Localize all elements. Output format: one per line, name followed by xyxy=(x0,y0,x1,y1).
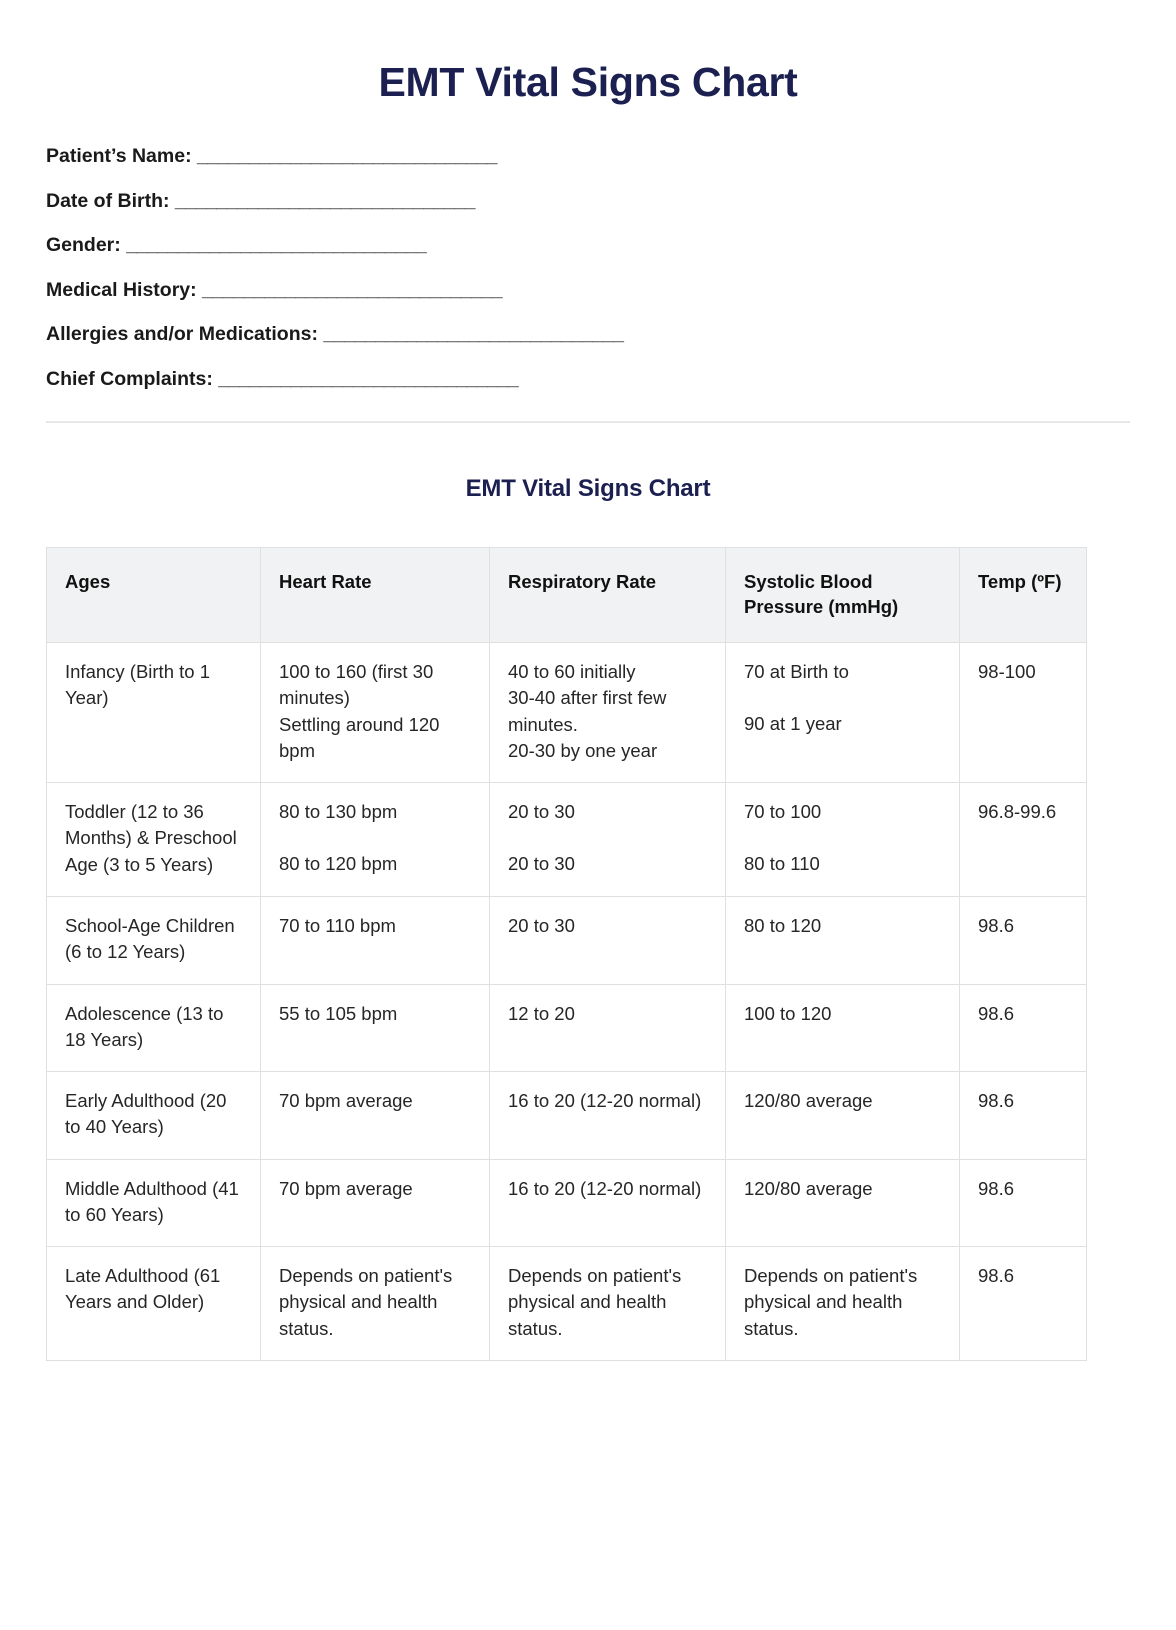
form-field-row xyxy=(46,147,1130,167)
respiratory-rate-cell xyxy=(490,896,726,984)
form-field-row xyxy=(46,189,1130,212)
heart-rate-cell xyxy=(261,984,490,1072)
form-field-row xyxy=(46,325,1130,345)
form-field-row xyxy=(46,278,1130,301)
cell-line: 70 bpm average xyxy=(279,1177,413,1199)
respiratory-rate-cell xyxy=(490,984,726,1072)
cell-line: 30-40 after first few minutes. xyxy=(508,687,667,735)
form-field-input-line[interactable]: _____________________________ xyxy=(218,367,519,390)
cell-line: Depends on patient's physical and health status. xyxy=(744,1265,918,1339)
temp-cell: 98.6 xyxy=(960,1247,1087,1361)
table-row xyxy=(47,1247,1087,1361)
heart-rate-cell xyxy=(261,1072,490,1160)
form-field-label: Patient’s Name: xyxy=(46,145,192,168)
temp-cell: 96.8-99.6 xyxy=(960,783,1087,897)
systolic-bp-cell xyxy=(726,783,960,897)
cell-line: 80 to 120 xyxy=(744,914,822,936)
temp-cell: 98.6 xyxy=(960,984,1087,1072)
respiratory-rate-cell xyxy=(490,643,726,783)
systolic-bp-cell xyxy=(726,896,960,984)
vital-signs-table-wrapper xyxy=(46,547,1130,1361)
heart-rate-cell xyxy=(261,1159,490,1247)
page-title: EMT Vital Signs Chart xyxy=(378,59,798,105)
column-header-ages: Ages xyxy=(47,548,261,643)
respiratory-rate-cell xyxy=(490,1072,726,1160)
cell-line: Depends on patient's physical and health status. xyxy=(279,1265,453,1339)
heart-rate-cell xyxy=(261,643,490,783)
cell-line: 20-30 by one year xyxy=(508,739,658,761)
heart-rate-cell xyxy=(261,896,490,984)
table-header xyxy=(47,548,1087,643)
heart-rate-cell xyxy=(261,1247,490,1361)
age-group-cell: Late Adulthood (61 Years and Older) xyxy=(47,1247,261,1361)
age-group-cell: Early Adulthood (20 to 40 Years) xyxy=(47,1072,261,1160)
cell-line: 100 to 120 xyxy=(744,1002,832,1024)
form-field-input-line[interactable]: _____________________________ xyxy=(126,234,427,257)
form-field-row xyxy=(46,236,1130,256)
form-field-label: Allergies and/or Medications: xyxy=(46,323,318,346)
cell-line xyxy=(508,825,711,851)
cell-line: 80 to 120 bpm xyxy=(279,853,398,875)
systolic-bp-cell xyxy=(726,1072,960,1160)
column-header-respiratory-rate: Respiratory Rate xyxy=(490,548,726,643)
form-field-row xyxy=(46,367,1130,390)
table-row xyxy=(47,783,1087,897)
temp-cell: 98.6 xyxy=(960,1159,1087,1247)
cell-line: 90 at 1 year xyxy=(744,713,842,735)
temp-cell: 98.6 xyxy=(960,1072,1087,1160)
systolic-bp-cell xyxy=(726,643,960,783)
form-field-input-line[interactable]: _____________________________ xyxy=(174,189,475,212)
cell-line: 40 to 60 initially xyxy=(508,661,636,683)
table-row xyxy=(47,1072,1087,1160)
table-body xyxy=(47,643,1087,1361)
cell-line: Settling around 120 bpm xyxy=(279,713,440,761)
form-field-label: Date of Birth: xyxy=(46,189,170,212)
age-group-cell: School-Age Children (6 to 12 Years) xyxy=(47,896,261,984)
table-row xyxy=(47,896,1087,984)
table-row xyxy=(47,643,1087,783)
cell-line: 16 to 20 (12-20 normal) xyxy=(508,1177,702,1199)
cell-line: 120/80 average xyxy=(744,1090,873,1112)
form-field-input-line[interactable]: _____________________________ xyxy=(197,145,498,168)
form-field-input-line[interactable]: _____________________________ xyxy=(202,278,503,301)
cell-line: 120/80 average xyxy=(744,1177,873,1199)
form-field-label: Gender: xyxy=(46,234,121,257)
cell-line: 70 at Birth to xyxy=(744,661,849,683)
cell-line: 70 bpm average xyxy=(279,1090,413,1112)
respiratory-rate-cell xyxy=(490,1247,726,1361)
cell-line: 20 to 30 xyxy=(508,801,575,823)
cell-line: 16 to 20 (12-20 normal) xyxy=(508,1090,702,1112)
cell-line: 20 to 30 xyxy=(508,914,575,936)
cell-line xyxy=(744,685,945,711)
patient-information-form xyxy=(46,147,1130,389)
cell-line xyxy=(279,825,475,851)
heart-rate-cell xyxy=(261,783,490,897)
age-group-cell: Adolescence (13 to 18 Years) xyxy=(47,984,261,1072)
age-group-cell: Toddler (12 to 36 Months) & Preschool Age (3 to 5 Years) xyxy=(47,783,261,897)
cell-line: 80 to 110 xyxy=(744,853,820,875)
age-group-cell: Middle Adulthood (41 to 60 Years) xyxy=(47,1159,261,1247)
temp-cell: 98.6 xyxy=(960,896,1087,984)
cell-line: 100 to 160 (first 30 minutes) xyxy=(279,661,434,709)
systolic-bp-cell xyxy=(726,1159,960,1247)
table-row xyxy=(47,1159,1087,1247)
temp-cell: 98-100 xyxy=(960,643,1087,783)
respiratory-rate-cell xyxy=(490,1159,726,1247)
column-header-systolic-blood-pressure: Systolic Blood Pressure (mmHg) xyxy=(726,548,960,643)
systolic-bp-cell xyxy=(726,984,960,1072)
table-row xyxy=(47,984,1087,1072)
form-field-label: Chief Complaints: xyxy=(46,367,213,390)
vital-signs-table xyxy=(46,547,1087,1361)
cell-line: Depends on patient's physical and health status. xyxy=(508,1265,682,1339)
cell-line: 70 to 100 xyxy=(744,801,822,823)
age-group-cell: Infancy (Birth to 1 Year) xyxy=(47,643,261,783)
cell-line: 20 to 30 xyxy=(508,853,575,875)
cell-line: 55 to 105 bpm xyxy=(279,1002,398,1024)
column-header-heart-rate: Heart Rate xyxy=(261,548,490,643)
column-header-temp: Temp (ºF) xyxy=(960,548,1087,643)
table-header-row xyxy=(47,548,1087,643)
section-title: EMT Vital Signs Chart xyxy=(465,475,711,503)
cell-line: 70 to 110 bpm xyxy=(279,914,396,936)
cell-line xyxy=(744,825,945,851)
systolic-bp-cell xyxy=(726,1247,960,1361)
form-field-input-line[interactable]: _____________________________ xyxy=(323,323,624,346)
form-field-label: Medical History: xyxy=(46,278,197,301)
respiratory-rate-cell xyxy=(490,783,726,897)
cell-line: 12 to 20 xyxy=(508,1002,575,1024)
cell-line: 80 to 130 bpm xyxy=(279,801,398,823)
